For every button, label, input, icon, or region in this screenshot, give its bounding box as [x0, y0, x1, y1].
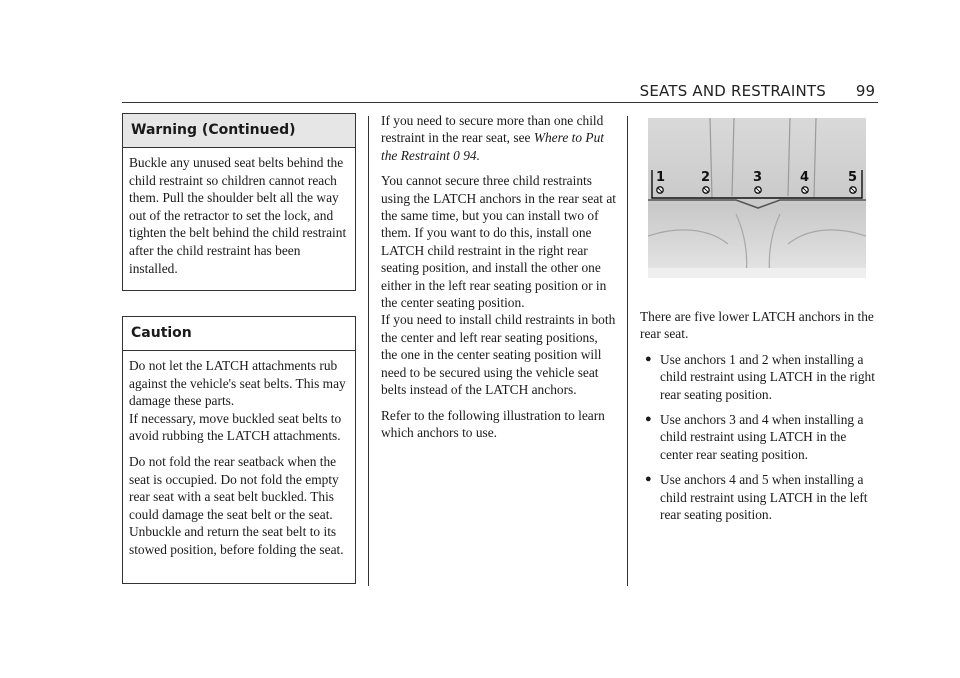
anchor-marker-1 — [656, 170, 665, 193]
page-reference[interactable]: 0 94. — [453, 147, 480, 163]
paragraph: Refer to the following illustration to learn which anchors to use. — [381, 407, 605, 440]
caution-paragraph: Do not fold the rear seatback when the seat is occupied. Do not fold the empty rear seat with a seat belt buckled. This could damage the seat belt or the seat. Unbuckle and return the seat belt to its stowed position, before folding the seat. — [129, 453, 344, 557]
caution-body — [123, 351, 355, 567]
latch-anchor-illustration — [648, 118, 866, 278]
warning-title: Warning (Continued) — [123, 114, 355, 148]
middle-column — [381, 112, 617, 449]
paragraph-see-reference: If you need to secure more than one child restraint in the rear seat, see Where to Put the Restraint 0 94. — [381, 113, 604, 163]
svg-text:3: 3 — [753, 170, 763, 185]
anchor-usage-list — [640, 351, 878, 524]
paragraph: If you need to install child restraints in both the center and left rear seating positions, the one in the center seating position will need to be secured using the vehicle seat belts instead of the LATCH anchors. — [381, 312, 616, 398]
cross-reference-link[interactable]: Where to Put the Restraint — [381, 130, 604, 163]
column-divider-left — [368, 116, 369, 586]
warning-body — [123, 148, 355, 285]
bullet-icon: ● — [645, 352, 652, 365]
page-header — [122, 82, 878, 102]
right-column — [640, 308, 878, 531]
caution-title: Caution — [123, 317, 355, 351]
list-item: ● Use anchors 3 and 4 when installing a child restraint using LATCH in the center rear seating position. — [645, 412, 864, 462]
bullet-icon: ● — [645, 413, 652, 426]
paragraph: There are five lower LATCH anchors in the rear seat. — [640, 309, 874, 342]
anchor-marker-5 — [848, 170, 857, 193]
svg-text:5: 5 — [848, 170, 858, 185]
caution-paragraph: If necessary, move buckled seat belts to avoid rubbing the LATCH attachments. — [129, 410, 342, 444]
page-number: 99 — [855, 82, 875, 100]
anchor-marker-2 — [701, 170, 710, 193]
anchor-marker-4 — [800, 170, 809, 193]
list-item: ● Use anchors 1 and 2 when installing a child restraint using LATCH in the right rear seating position. — [645, 351, 875, 402]
warning-box — [122, 113, 356, 291]
column-divider-right — [627, 116, 628, 586]
header-rule — [122, 102, 878, 103]
caution-paragraph: Do not let the LATCH attachments rub against the vehicle's seat belts. This may damage these parts. — [129, 358, 346, 409]
warning-paragraph: Buckle any unused seat belts behind the child restraint so children cannot reach them. Pull the shoulder belt all the way out of the retractor to set the lock, and tighten the belt behind the child restraint after the child restraint has been installed. — [129, 155, 347, 276]
caution-box — [122, 316, 356, 584]
paragraph: You cannot secure three child restraints using the LATCH anchors in the rear seat at the same time, but you can install two of them. If you want to do this, install one LATCH child restraint in the right rear seating position, and install the other one either in the left rear seating position or in the center seating position. — [381, 173, 617, 311]
svg-text:4: 4 — [800, 170, 810, 185]
bullet-icon: ● — [645, 473, 652, 486]
rear-seat-drawing — [648, 118, 866, 278]
svg-text:1: 1 — [656, 170, 666, 185]
svg-text:2: 2 — [701, 170, 711, 185]
anchor-marker-3 — [753, 170, 762, 193]
section-title: SEATS AND RESTRAINTS — [639, 82, 826, 100]
list-item: ● Use anchors 4 and 5 when installing a child restraint using LATCH in the left rear seating position. — [645, 472, 868, 523]
